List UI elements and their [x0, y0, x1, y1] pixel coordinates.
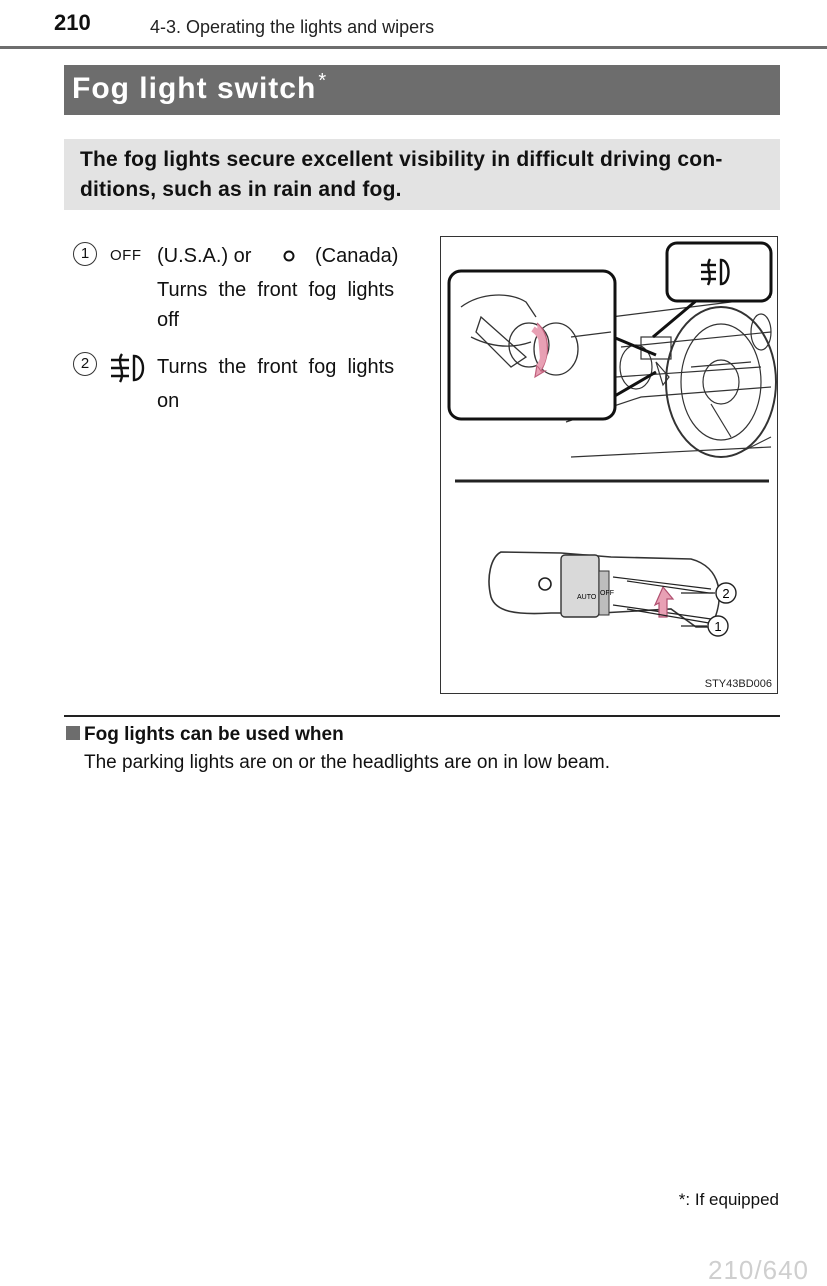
canada-off-icon: [282, 249, 296, 268]
note-bullet-icon: [66, 726, 80, 740]
lever-off-label: OFF: [600, 590, 614, 597]
section-title: 4-3. Operating the lights and wipers: [150, 17, 435, 37]
callout-1-label: 1: [714, 619, 722, 634]
off-symbol: OFF: [110, 247, 142, 264]
lever-auto-label: AUTO: [577, 594, 597, 601]
note-divider: [64, 715, 780, 717]
page-number: 210: [54, 10, 91, 35]
callout-2-label: 2: [722, 586, 730, 601]
item-1-desc-line1: Turns the front fog lights: [157, 279, 395, 301]
footnote: [679, 1190, 779, 1210]
item-2-desc-line1: Turns the front fog lights: [157, 356, 395, 378]
illustration-drawing: [441, 237, 777, 693]
header-divider: [0, 46, 827, 49]
note-heading-text: Fog lights can be used when: [84, 724, 344, 745]
note-heading: [66, 724, 344, 746]
item-2-number: 2: [73, 352, 97, 376]
note-body: The parking lights are on or the headlights are on in low beam.: [84, 752, 610, 773]
front-fog-light-icon: [108, 352, 148, 389]
intro-text: The fog lights secure excellent visibility in difficult driving con-ditions, such as in rain and fog.: [80, 148, 723, 201]
page-title: [72, 70, 327, 106]
title-text: Fog light switch: [72, 72, 317, 105]
item-1-usa: (U.S.A.) or: [157, 245, 252, 267]
item-1-number: 1: [73, 242, 97, 266]
footnote-symbol: *: [678, 1190, 686, 1209]
page-counter: 210/640: [708, 1255, 809, 1285]
item-1-canada: (Canada): [315, 245, 399, 267]
fog-light-illustration: [440, 236, 778, 694]
footnote-text: : If equipped: [685, 1190, 779, 1209]
title-asterisk: *: [318, 70, 328, 92]
item-2-desc-line2: on: [157, 390, 180, 412]
item-1-desc-line2: off: [157, 309, 179, 331]
illustration-id: STY43BD006: [704, 678, 772, 690]
